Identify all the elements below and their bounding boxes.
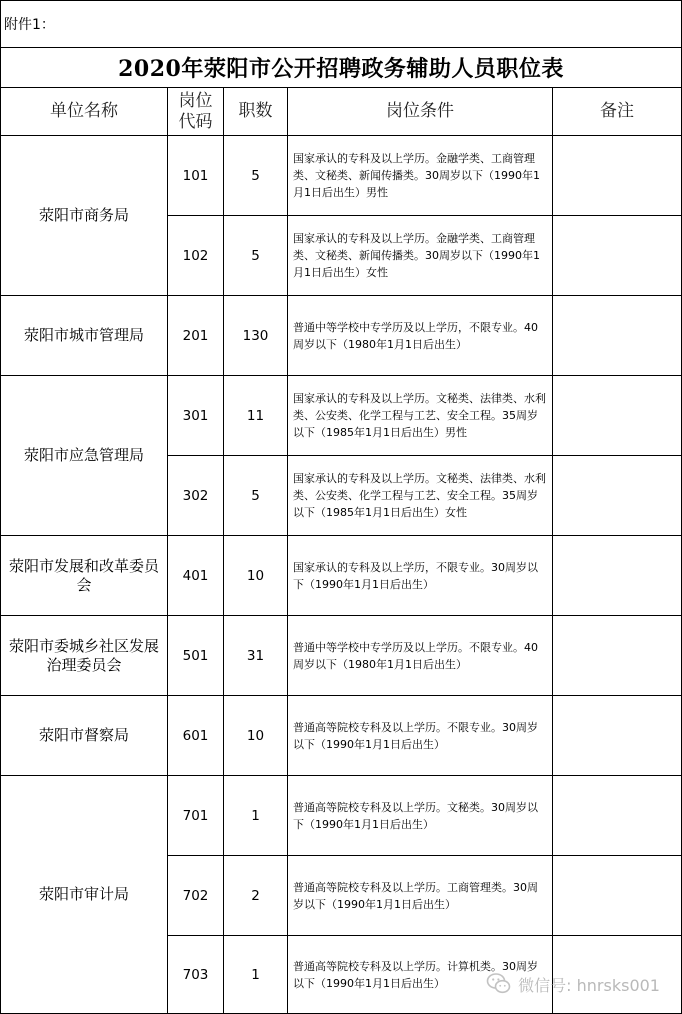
position-conditions: 普通高等院校专科及以上学历。工商管理类。30周岁以下（1990年1月1日后出生） <box>288 856 553 936</box>
position-count: 2 <box>224 856 288 936</box>
page-title: 2020年荥阳市公开招聘政务辅助人员职位表 <box>1 48 682 88</box>
unit-name: 荥阳市应急管理局 <box>1 376 168 536</box>
position-remarks <box>553 536 682 616</box>
position-count: 130 <box>224 296 288 376</box>
position-code: 702 <box>168 856 224 936</box>
position-remarks <box>553 616 682 696</box>
position-remarks <box>553 776 682 856</box>
position-conditions: 普通中等学校中专学历及以上学历，不限专业。40周岁以下（1980年1月1日后出生） <box>288 296 553 376</box>
attachment-label: 附件1： <box>1 1 682 48</box>
position-code: 102 <box>168 216 224 296</box>
position-conditions: 国家承认的专科及以上学历。金融学类、工商管理类、文秘类、新闻传播类。30周岁以下（1990年1月1日后出生）男性 <box>288 136 553 216</box>
table-row <box>1 536 682 616</box>
position-count: 11 <box>224 376 288 456</box>
position-conditions: 国家承认的专科及以上学历，不限专业。30周岁以下（1990年1月1日后出生） <box>288 536 553 616</box>
header-unit: 单位名称 <box>1 88 168 136</box>
position-remarks <box>553 136 682 216</box>
table-row <box>1 616 682 696</box>
header-code <box>168 88 224 136</box>
position-code: 401 <box>168 536 224 616</box>
position-code: 501 <box>168 616 224 696</box>
position-conditions: 普通中等学校中专学历及以上学历。不限专业。40周岁以下（1980年1月1日后出生） <box>288 616 553 696</box>
watermark-text: 微信号: hnrsks001 <box>518 975 660 995</box>
wechat-icon <box>486 971 512 997</box>
position-code: 101 <box>168 136 224 216</box>
position-conditions: 普通高等院校专科及以上学历。不限专业。30周岁以下（1990年1月1日后出生） <box>288 696 553 776</box>
position-count: 5 <box>224 456 288 536</box>
position-remarks <box>553 216 682 296</box>
position-code: 701 <box>168 776 224 856</box>
position-conditions: 国家承认的专科及以上学历。文秘类、法律类、水利类、公安类、化学工程与工艺、安全工程。35周岁以下（1985年1月1日后出生）男性 <box>288 376 553 456</box>
unit-name: 荥阳市发展和改革委员会 <box>1 536 168 616</box>
position-remarks <box>553 296 682 376</box>
position-code: 301 <box>168 376 224 456</box>
position-code: 601 <box>168 696 224 776</box>
position-conditions: 普通高等院校专科及以上学历。文秘类。30周岁以下（1990年1月1日后出生） <box>288 776 553 856</box>
position-conditions: 国家承认的专科及以上学历。文秘类、法律类、水利类、公安类、化学工程与工艺、安全工程。35周岁以下（1985年1月1日后出生）女性 <box>288 456 553 536</box>
position-code: 703 <box>168 936 224 1014</box>
position-remarks <box>553 376 682 456</box>
position-conditions: 国家承认的专科及以上学历。金融学类、工商管理类、文秘类、新闻传播类。30周岁以下（1990年1月1日后出生）女性 <box>288 216 553 296</box>
position-count: 31 <box>224 616 288 696</box>
header-conditions: 岗位条件 <box>288 88 553 136</box>
header-code-line1: 岗位 <box>178 90 213 111</box>
position-code: 201 <box>168 296 224 376</box>
position-conditions: 普通高等院校专科及以上学历。计算机类。30周岁以下（1990年1月1日后出生） <box>288 936 553 1014</box>
table-row <box>1 376 682 456</box>
position-count: 1 <box>224 776 288 856</box>
position-remarks <box>553 456 682 536</box>
table-row <box>1 776 682 856</box>
position-count: 5 <box>224 216 288 296</box>
unit-name: 荥阳市城市管理局 <box>1 296 168 376</box>
header-code-line2: 代码 <box>178 111 213 132</box>
table-row <box>1 136 682 216</box>
unit-name: 荥阳市督察局 <box>1 696 168 776</box>
table-row <box>1 696 682 776</box>
unit-name: 荥阳市商务局 <box>1 136 168 296</box>
header-count: 职数 <box>224 88 288 136</box>
table-row <box>1 296 682 376</box>
header-remarks: 备注 <box>553 88 682 136</box>
position-code: 302 <box>168 456 224 536</box>
unit-name: 荥阳市审计局 <box>1 776 168 1014</box>
position-count: 10 <box>224 696 288 776</box>
position-count: 10 <box>224 536 288 616</box>
watermark <box>486 964 660 1004</box>
position-remarks <box>553 856 682 936</box>
position-count: 5 <box>224 136 288 216</box>
position-count: 1 <box>224 936 288 1014</box>
position-remarks <box>553 696 682 776</box>
unit-name: 荥阳市委城乡社区发展治理委员会 <box>1 616 168 696</box>
